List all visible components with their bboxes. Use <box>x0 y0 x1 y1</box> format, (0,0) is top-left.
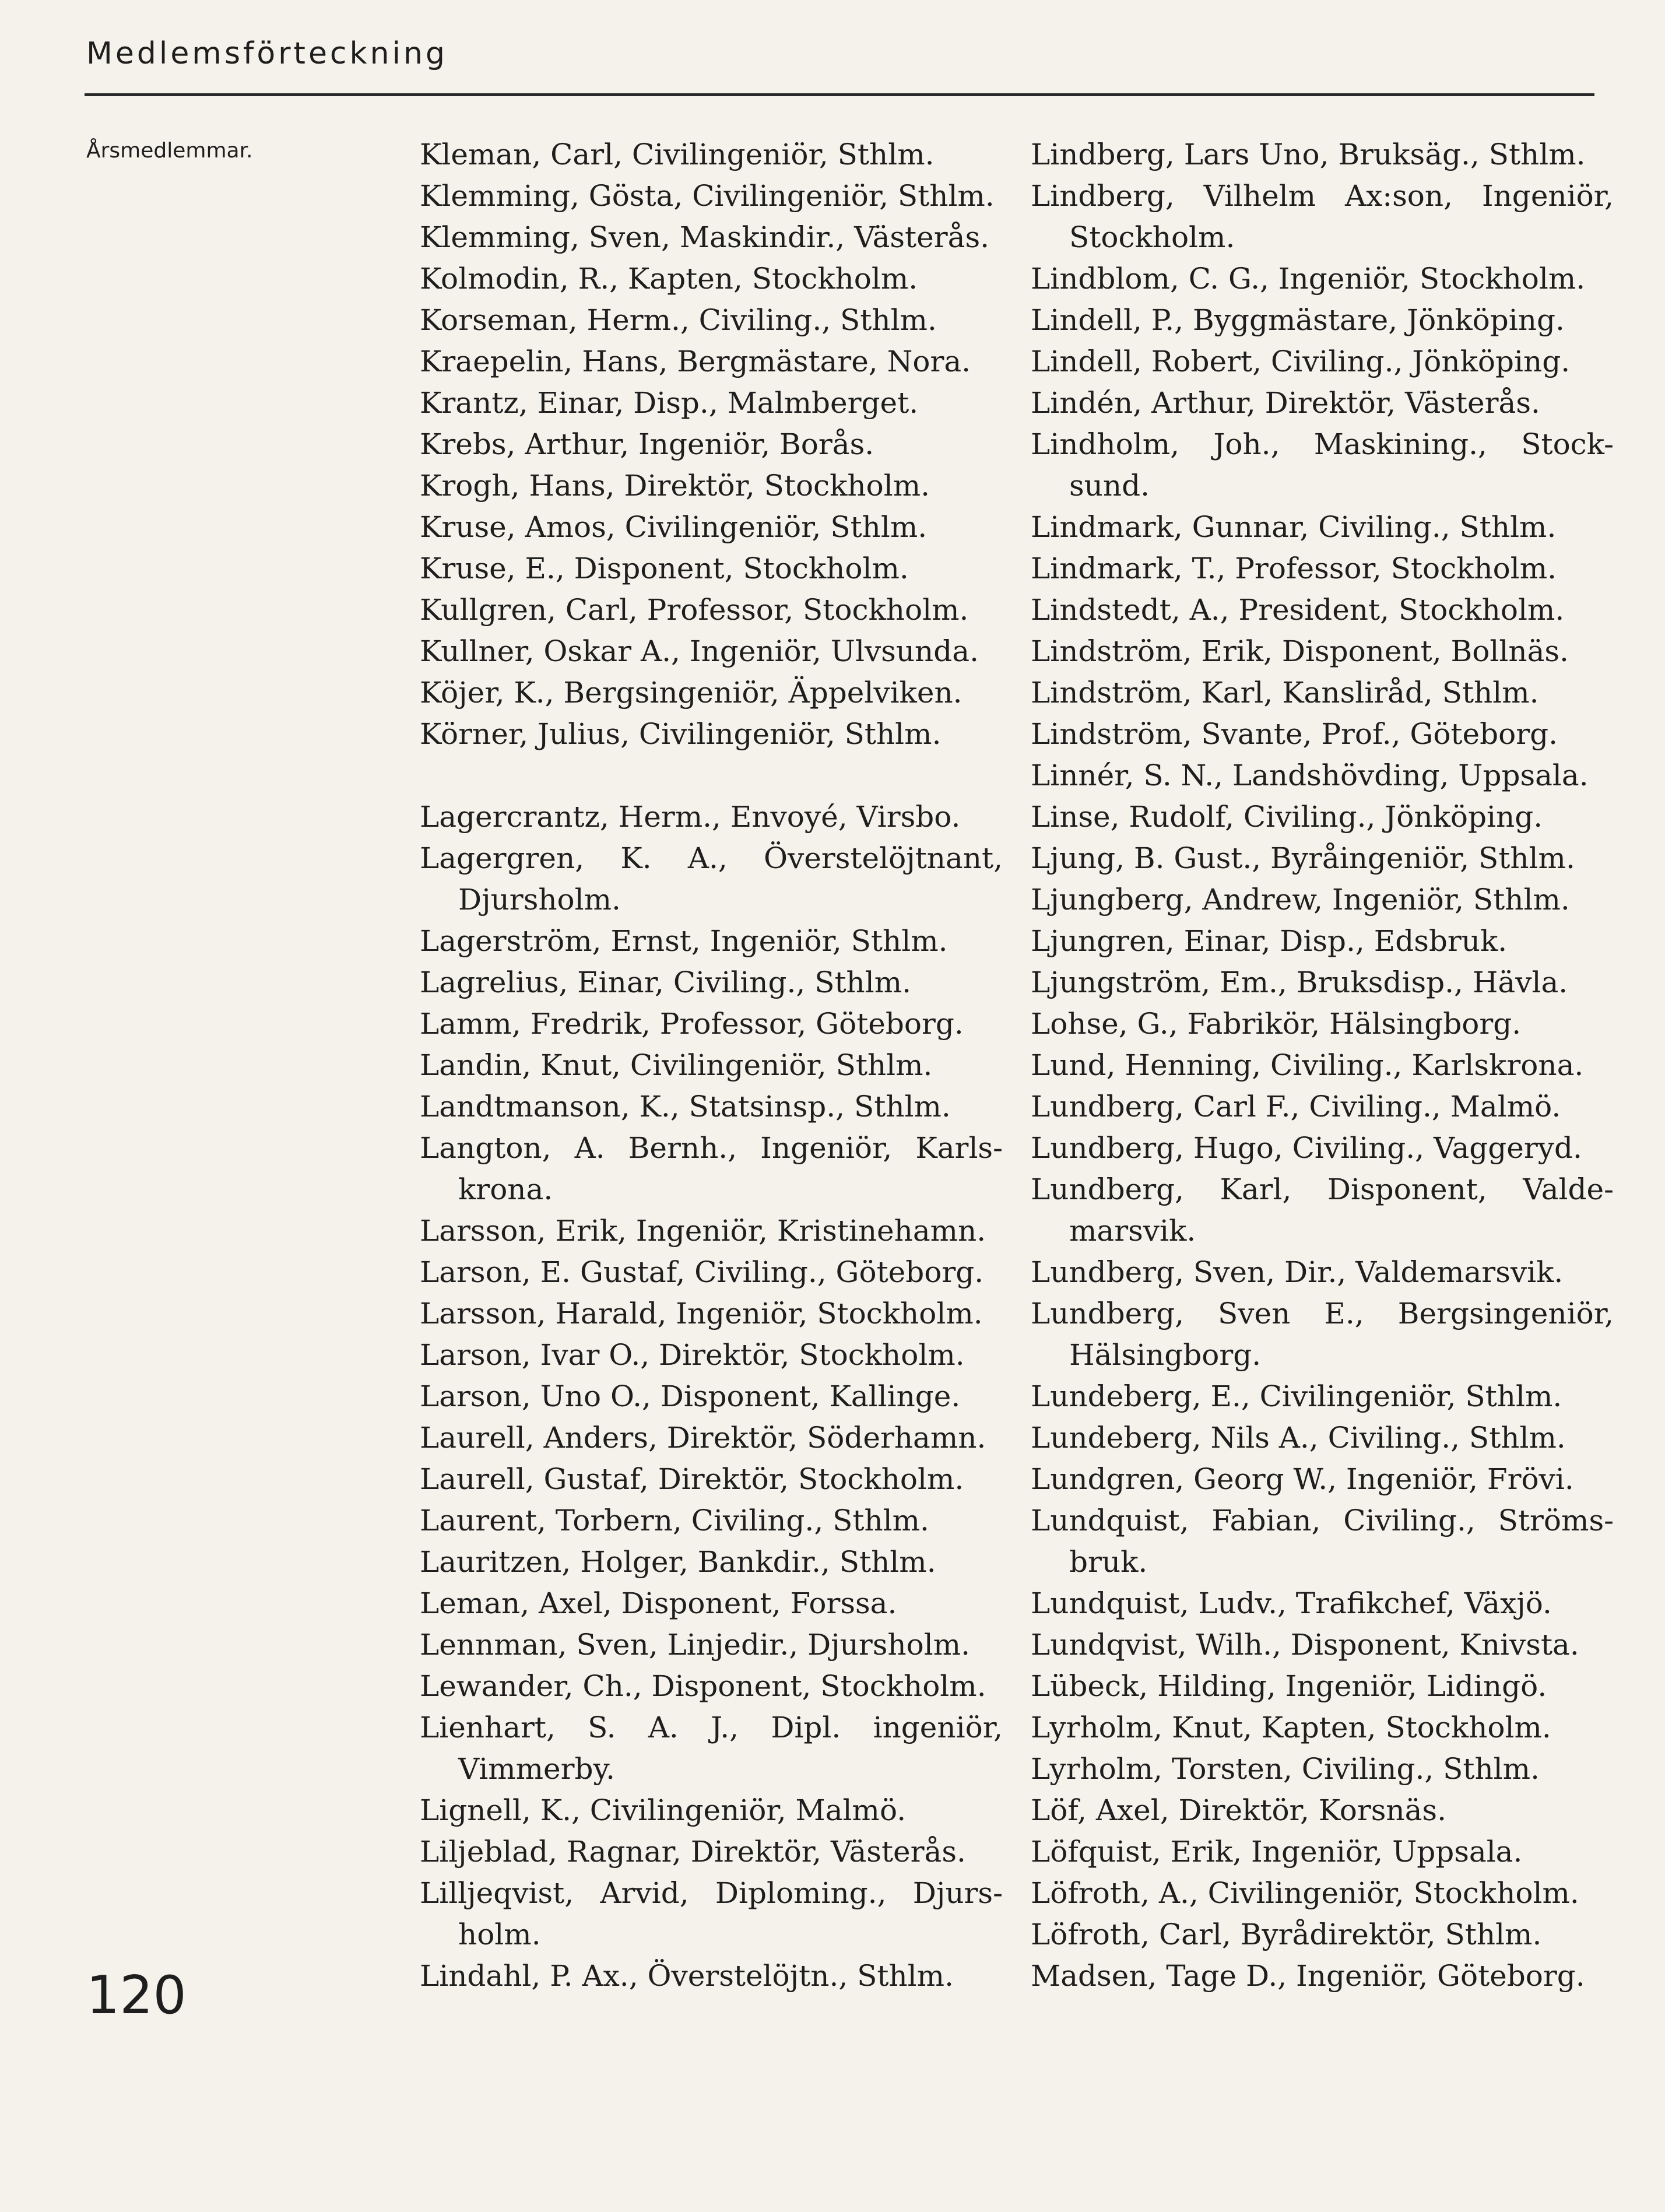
member-entry: Larson, Uno O., Disponent, Kallinge. <box>420 1379 961 1413</box>
member-entry: Larson, Ivar O., Direktör, Stockholm. <box>420 1338 965 1372</box>
member-entry: Korseman, Herm., Civiling., Sthlm. <box>420 303 937 337</box>
member-entry: Lundberg, Hugo, Civiling., Vaggeryd. <box>1031 1131 1582 1165</box>
member-entry: Lindberg, Lars Uno, Bruksäg., Sthlm. <box>1031 138 1586 171</box>
member-entry: Lennman, Sven, Linjedir., Djursholm. <box>420 1628 971 1662</box>
member-entry: Langton, A. Bernh., Ingeniör, Karls-krona. <box>420 1131 1003 1206</box>
member-entry: Löfquist, Erik, Ingeniör, Uppsala. <box>1031 1835 1523 1869</box>
member-entry: Ljung, B. Gust., Byråingeniör, Sthlm. <box>1031 841 1575 875</box>
member-entry: Lindholm, Joh., Maskining., Stock-sund. <box>1031 427 1614 503</box>
member-entry: Lindstedt, A., President, Stockholm. <box>1031 593 1565 627</box>
member-entry: Klemming, Sven, Maskindir., Västerås. <box>420 220 990 254</box>
member-entry: Lundeberg, Nils A., Civiling., Sthlm. <box>1031 1421 1566 1455</box>
member-entry: Köjer, K., Bergsingeniör, Äppelviken. <box>420 676 963 710</box>
member-entry: Lyrholm, Torsten, Civiling., Sthlm. <box>1031 1752 1540 1786</box>
member-entry: Lindmark, Gunnar, Civiling., Sthlm. <box>1031 510 1557 544</box>
member-entry: Löfroth, A., Civilingeniör, Stockholm. <box>1031 1876 1579 1910</box>
member-entry: Lewander, Ch., Disponent, Stockholm. <box>420 1669 986 1703</box>
member-entry: Lilljeqvist, Arvid, Diploming., Djurs-holm. <box>420 1876 1003 1951</box>
member-entry: Lindberg, Vilhelm Ax:son, Ingeniör, Stockholm. <box>1031 179 1614 254</box>
page-number: 120 <box>86 1965 187 2026</box>
member-entry: Lagerström, Ernst, Ingeniör, Sthlm. <box>420 924 948 958</box>
member-entry: Ljungren, Einar, Disp., Edsbruk. <box>1031 924 1508 958</box>
member-entry: Klemming, Gösta, Civilingeniör, Sthlm. <box>420 179 995 213</box>
member-entry: Körner, Julius, Civilingeniör, Sthlm. <box>420 717 942 751</box>
member-entry: Lagergren, K. A., Överstelöjtnant, Djursholm. <box>420 841 1003 917</box>
member-entry: Kolmodin, R., Kapten, Stockholm. <box>420 262 918 296</box>
member-entry: Lignell, K., Civilingeniör, Malmö. <box>420 1793 907 1827</box>
header-rule <box>85 93 1594 96</box>
member-entry: Ljungström, Em., Bruksdisp., Hävla. <box>1031 965 1568 999</box>
member-entry: Lamm, Fredrik, Professor, Göteborg. <box>420 1007 964 1041</box>
member-entry: Lindström, Erik, Disponent, Bollnäs. <box>1031 634 1569 668</box>
member-entry: Madsen, Tage D., Ingeniör, Göteborg. <box>1031 1959 1585 1993</box>
member-entry: Linnér, S. N., Landshövding, Uppsala. <box>1031 759 1589 792</box>
member-entry: Lundberg, Sven, Dir., Valdemarsvik. <box>1031 1255 1564 1289</box>
member-entry: Lindblom, C. G., Ingeniör, Stockholm. <box>1031 262 1586 296</box>
member-entry: Larson, E. Gustaf, Civiling., Göteborg. <box>420 1255 984 1289</box>
running-header: Medlemsförteckning <box>86 36 448 71</box>
member-entry: Lagrelius, Einar, Civiling., Sthlm. <box>420 965 912 999</box>
member-entry: Lindmark, T., Professor, Stockholm. <box>1031 552 1557 585</box>
member-entry: Lund, Henning, Civiling., Karlskrona. <box>1031 1048 1584 1082</box>
member-entry: Landin, Knut, Civilingeniör, Sthlm. <box>420 1048 933 1082</box>
member-entry: Löf, Axel, Direktör, Korsnäs. <box>1031 1793 1446 1827</box>
member-entry: Krebs, Arthur, Ingeniör, Borås. <box>420 427 874 461</box>
member-entry: Lyrholm, Knut, Kapten, Stockholm. <box>1031 1711 1551 1744</box>
member-entry: Kullner, Oskar A., Ingeniör, Ulvsunda. <box>420 634 979 668</box>
member-entry: Lindén, Arthur, Direktör, Västerås. <box>1031 386 1540 420</box>
member-entry: Kruse, Amos, Civilingeniör, Sthlm. <box>420 510 928 544</box>
member-entry: Landtmanson, K., Statsinsp., Sthlm. <box>420 1090 951 1123</box>
member-entry: Kullgren, Carl, Professor, Stockholm. <box>420 593 969 627</box>
member-entry: Liljeblad, Ragnar, Direktör, Västerås. <box>420 1835 966 1869</box>
member-entry: Lundberg, Karl, Disponent, Valde-marsvik. <box>1031 1172 1614 1248</box>
member-entry: Kleman, Carl, Civilingeniör, Sthlm. <box>420 138 935 171</box>
member-entry: Lindahl, P. Ax., Överstelöjtn., Sthlm. <box>420 1959 954 1993</box>
member-entry: Larsson, Erik, Ingeniör, Kristinehamn. <box>420 1214 986 1248</box>
member-entry: Lindell, P., Byggmästare, Jönköping. <box>1031 303 1565 337</box>
member-entry: Leman, Axel, Disponent, Forssa. <box>420 1586 897 1620</box>
member-entry: Linse, Rudolf, Civiling., Jönköping. <box>1031 800 1543 834</box>
member-entry: Lundberg, Carl F., Civiling., Malmö. <box>1031 1090 1561 1123</box>
member-entry: Lundquist, Fabian, Civiling., Ströms-bruk. <box>1031 1504 1614 1579</box>
member-entry: Krantz, Einar, Disp., Malmberget. <box>420 386 919 420</box>
member-entry: Lundqvist, Wilh., Disponent, Knivsta. <box>1031 1628 1579 1662</box>
member-entry: Lienhart, S. A. J., Dipl. ingeniör, Vimmerby. <box>420 1711 1003 1786</box>
member-entry: Lohse, G., Fabrikör, Hälsingborg. <box>1031 1007 1522 1041</box>
member-entry: Laurell, Gustaf, Direktör, Stockholm. <box>420 1462 964 1496</box>
member-entry: Löfroth, Carl, Byrådirektör, Sthlm. <box>1031 1918 1542 1951</box>
member-entry: Lindell, Robert, Civiling., Jönköping. <box>1031 345 1571 378</box>
member-entry: Lundberg, Sven E., Bergsingeniör, Hälsingborg. <box>1031 1297 1614 1372</box>
member-entry: Lagercrantz, Herm., Envoyé, Virsbo. <box>420 800 961 834</box>
member-entry: Laurell, Anders, Direktör, Söderhamn. <box>420 1421 986 1455</box>
member-entry: Lundeberg, E., Civilingeniör, Sthlm. <box>1031 1379 1562 1413</box>
member-entry: Lübeck, Hilding, Ingeniör, Lidingö. <box>1031 1669 1547 1703</box>
member-entry: Krogh, Hans, Direktör, Stockholm. <box>420 469 930 503</box>
member-entry: Kruse, E., Disponent, Stockholm. <box>420 552 909 585</box>
member-entry: Ljungberg, Andrew, Ingeniör, Sthlm. <box>1031 883 1570 917</box>
member-entry: Larsson, Harald, Ingeniör, Stockholm. <box>420 1297 983 1330</box>
member-entry: Lauritzen, Holger, Bankdir., Sthlm. <box>420 1545 936 1579</box>
member-entry: Laurent, Torbern, Civiling., Sthlm. <box>420 1504 929 1537</box>
member-entry: Lindström, Karl, Kansliråd, Sthlm. <box>1031 676 1539 710</box>
member-entry: Lindström, Svante, Prof., Göteborg. <box>1031 717 1558 751</box>
member-entry: Lundquist, Ludv., Trafikchef, Växjö. <box>1031 1586 1552 1620</box>
section-label: Årsmedlemmar. <box>86 139 253 163</box>
member-list-right <box>1031 134 1614 1997</box>
member-list-left <box>420 134 1003 1997</box>
member-entry: Kraepelin, Hans, Bergmästare, Nora. <box>420 345 971 378</box>
member-entry: Lundgren, Georg W., Ingeniör, Frövi. <box>1031 1462 1574 1496</box>
